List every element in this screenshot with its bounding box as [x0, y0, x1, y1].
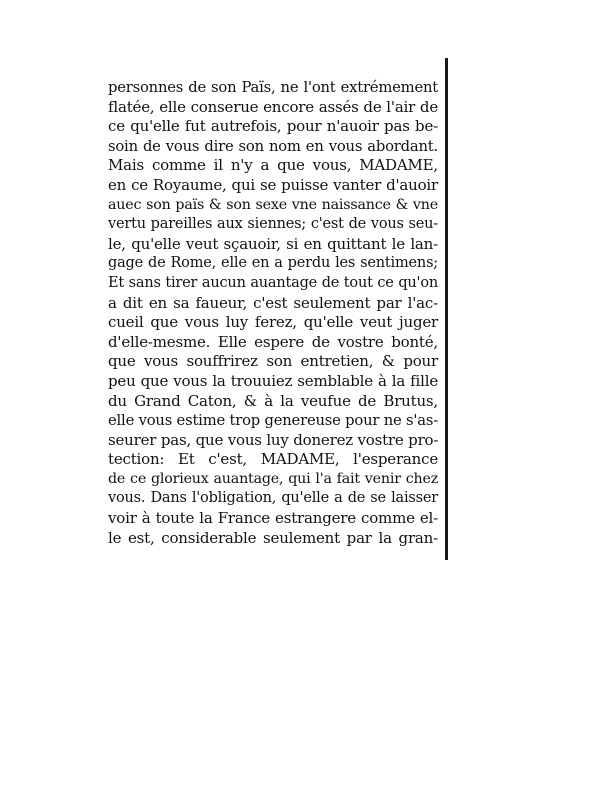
text-line: elle vous estime trop genereuse pour ne s'as- — [108, 412, 439, 430]
text-line: auec son païs & son sexe vne naissance & vne — [108, 196, 438, 213]
text-line: vous. Dans l'obligation, qu'elle a de se laisser — [108, 490, 438, 507]
text-line: voir à toute la France estrangere comme el- — [108, 509, 438, 528]
text-line: d'elle-mesme. Elle espere de vostre bonté, — [108, 332, 438, 351]
text-line: gage de Rome, elle en a perdu les sentimens; — [108, 255, 438, 272]
text-line: Mais comme il n'y a que vous, MADAME, — [108, 156, 438, 175]
text-line: cueil que vous luy ferez, qu'elle veut juger — [108, 313, 438, 332]
text-line: Et sans tirer aucun auantage de tout ce qu'on — [108, 274, 438, 291]
text-line: en ce Royaume, qui se puisse vanter d'auoir — [108, 175, 438, 194]
text-line: seurer pas, que vous luy donerez vostre pro- — [108, 430, 439, 449]
text-line: tection: Et c'est, MADAME, l'esperance — [108, 450, 438, 469]
text-line: soin de vous dire son nom en vous abordant. — [108, 137, 438, 155]
text-line: vertu pareilles aux siennes; c'est de vous seu- — [108, 216, 438, 233]
text-line: personnes de son Païs, ne l'ont extrémement — [108, 79, 438, 96]
text-line: que vous souffrirez son entretien, & pour — [108, 352, 438, 371]
body-text — [108, 78, 438, 548]
text-line: du Grand Caton, & à la veufue de Brutus, — [108, 391, 438, 410]
text-line: de ce glorieux auantage, qui l'a fait venir chez — [108, 470, 438, 487]
text-line: flatée, elle conserue encore assés de l'air de — [108, 97, 438, 116]
text-line: le est, considerable seulement par la gran- — [108, 528, 438, 547]
page-edge-line — [445, 58, 448, 560]
text-line: a dit en sa faueur, c'est seulement par l'ac- — [108, 293, 438, 312]
text-line: le, qu'elle veut sçauoir, si en quittant le lan- — [108, 234, 438, 253]
text-line: peu que vous la trouuiez semblable à la fille — [108, 371, 438, 390]
text-line: ce qu'elle fut autrefois, pour n'auoir pas be- — [108, 117, 438, 136]
